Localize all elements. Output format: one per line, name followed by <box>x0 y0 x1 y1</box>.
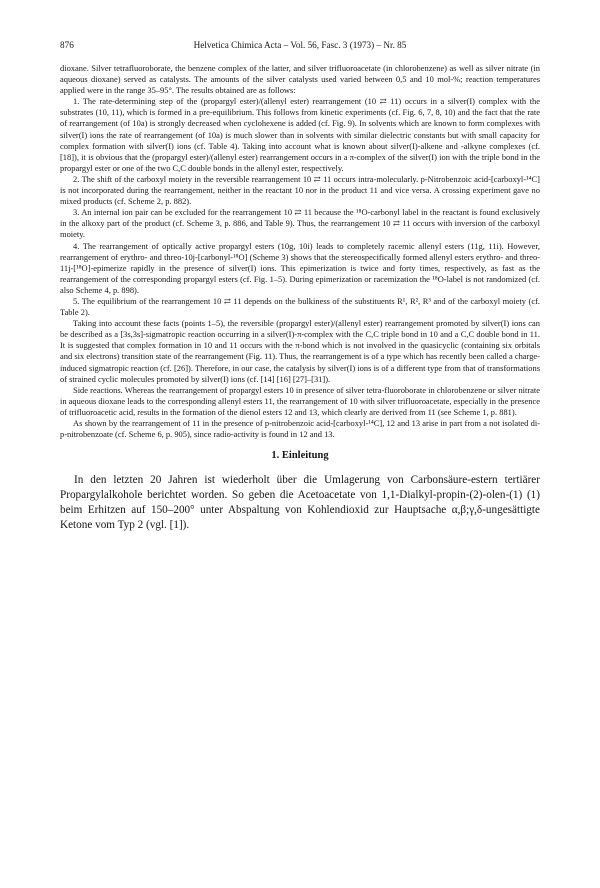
page-number: 876 <box>60 40 74 50</box>
paragraph-einleitung: In den letzten 20 Jahren ist wiederholt über die Umlagerung von Carbonsäure-estern tertiärer Propargylalkohole berichtet worden. So geben die Acetoacetate von 1,1-Dialkyl-propin-(2)-olen-(1) (1) beim Erhitzen auf 150–200° unter Abspaltung von Kohlendioxid zur Hauptsache α,β;γ,δ-ungesättigte Ketone vom Typ 2 (vgl. [1]). <box>60 474 540 532</box>
paragraph-point-4: 4. The rearrangement of optically active propargyl esters (10g, 10i) leads to completely racemic allenyl esters (11g, 11i). However, rearrangement of erythro- and threo-10j-[carbonyl-¹⁸O] (Scheme 3) shows that the stereospecifically formed allenyl esters erythro- and threo-11j-[¹⁸O]-epimerize rapidly in the presence of silver(I) ions. This epimerization is twice and forty times, respectively, as fast as the rearrangement of the corresponding propargyl esters (cf. Fig. 1–5). During epimerization or racemization the ¹⁸O-label is not randomized (cf. also Scheme 4, p. 898). <box>60 240 540 295</box>
summary-text <box>60 63 540 440</box>
page-header <box>60 40 540 54</box>
paragraph-point-3: 3. An internal ion pair can be excluded for the rearrangement 10 ⇄ 11 because the ¹⁸O-carbonyl label in the reactant is found exclusively in the alkoxy part of the product (cf. Scheme 3, p. 886, and Table 9). Thus, the rearrangement 10 ⇄ 11 occurs with inversion of the carboxyl moiety. <box>60 207 540 240</box>
paragraph-conclusion: Taking into account these facts (points 1–5), the reversible (propargyl ester)/(allenyl ester) rearrangement promoted by silver(I) ions can be described as a [3s,3s]-sigmatropic reaction occurring in a silver(I)-π-complex with the C,C triple bond in 10 and a C,C double bond in 11. It is suggested that complex formation in 10 and 11 occurs with the π-bond which is not involved in the quasicyclic (containing six orbitals and six electrons) transition state of the rearrangement (Fig. 11). Thus, the rearrangement is of a type which has recently been called a charge-induced sigmatropic reaction (cf. [26]). Therefore, in our case, the catalysis by silver(I) ions is of a different type from that of transformations of strained cyclic molecules promoted by silver(I) ions (cf. [14] [16] [27]–[31]). <box>60 318 540 384</box>
introduction-text <box>60 473 540 533</box>
paragraph-intro: dioxane. Silver tetrafluoroborate, the benzene complex of the latter, and silver trifluoroacetate (in chlorobenzene) as well as silver nitrate (in aqueous dioxane) served as catalysts. The amounts of the silver catalysts used varied between 0,5 and 10 mol-%; reaction temperatures applied were in the range 35–95°. The results obtained are as follows: <box>60 63 540 96</box>
paragraph-radioactivity: As shown by the rearrangement of 11 in the presence of p-nitrobenzoic acid-[carboxyl-¹⁴C], 12 and 13 arise in part from a not isolated di-p-nitrobenzoate (cf. Scheme 6, p. 905), since radio-activity is found in 12 and 13. <box>60 418 540 440</box>
paragraph-side-reactions: Side reactions. Whereas the rearrangement of propargyl esters 10 in presence of silver tetra-fluoroborate in chlorobenzene or silver nitrate in aqueous dioxane leads to the corresponding allenyl esters 11, the rearrangement of 10 with silver trifluoroacetate, especially in the presence of trifluoroacetic acid, results in the formation of the dienol esters 12 and 13, which clearly are derived from 11 (see Scheme 1, p. 881). <box>60 384 540 417</box>
running-title: Helvetica Chimica Acta – Vol. 56, Fasc. 3 (1973) – Nr. 85 <box>193 40 407 50</box>
journal-page <box>60 40 540 533</box>
section-heading: 1. Einleitung <box>271 450 329 462</box>
paragraph-point-1: 1. The rate-determining step of the (propargyl ester)/(allenyl ester) rearrangement (10 ⇄ 11) occurs in a silver(I) complex with the substrates (10, 11), which is formed in a pre-equilibrium. This follows from kinetic experiments (cf. Fig. 6, 7, 8, 10) and the fact that the rate of rearrangement (of 10a) is strongly decreased when cyclohexene is added (cf. Fig. 9). In solvents which are known to form complexes with silver(I) ions the rate of rearrangement (of 10a) is much slower than in solvents with similar dielectric constants but with small capacity for complex formation with silver(I) ions (cf. Table 4). Taking into account what is known about silver(I)-alkene and -alkyne complexes (cf. [18]), it is obvious that the (propargyl ester)/(allenyl ester) rearrangement occurs in a π-complex of the silver(I) ion with the triple bond in the propargyl ester or one of the two C,C double bonds in the allenyl ester, respectively. <box>60 96 540 173</box>
paragraph-point-5: 5. The equilibrium of the rearrangement 10 ⇄ 11 depends on the bulkiness of the substituents R¹, R², R³ and of the carboxyl moiety (cf. Table 2). <box>60 295 540 318</box>
paragraph-point-2: 2. The shift of the carboxyl moiety in the reversible rearrangement 10 ⇄ 11 occurs intra-molecularly. p-Nitrobenzoic acid-[carboxyl-¹⁴C] is not incorporated during the rearrangement, neither in the reactant 10 nor in the product 11 and vice versa. A crossing experiment gave no mixed products (cf. Scheme 2, p. 882). <box>60 173 540 207</box>
